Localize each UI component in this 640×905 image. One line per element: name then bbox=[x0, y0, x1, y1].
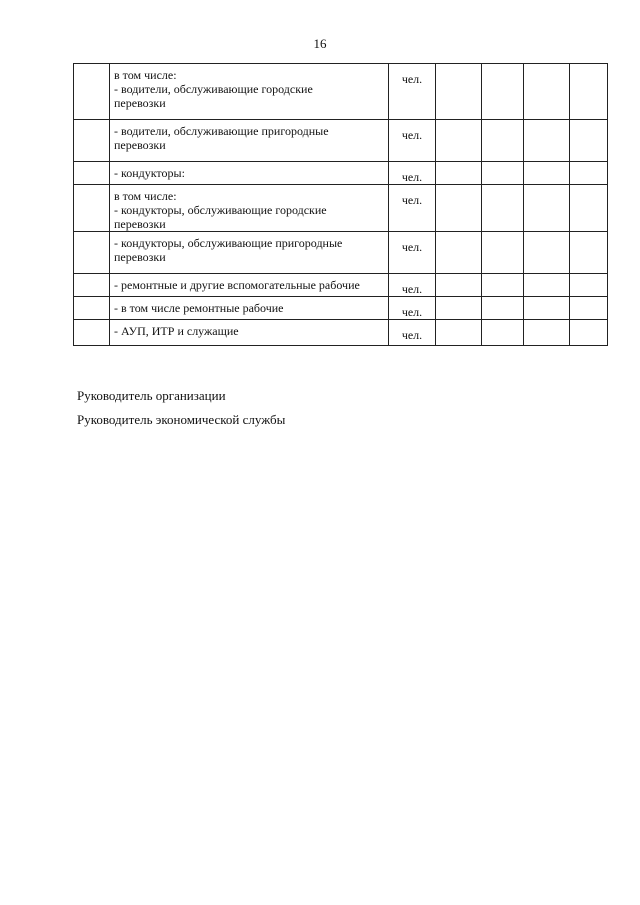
row-label-line: в том числе: bbox=[114, 189, 177, 203]
row-value-cell bbox=[524, 274, 570, 297]
row-number-cell bbox=[74, 64, 110, 120]
row-value-cell bbox=[482, 185, 524, 232]
row-unit-cell: чел. bbox=[389, 320, 436, 346]
signature-head: Руководитель организации bbox=[77, 388, 226, 403]
row-value-cell bbox=[436, 297, 482, 320]
row-label-line: перевозки bbox=[114, 138, 166, 152]
row-label-line: - кондукторы, обслуживающие пригородные bbox=[114, 236, 343, 250]
row-label-line: - в том числе ремонтные рабочие bbox=[114, 301, 284, 315]
row-unit-cell: чел. bbox=[389, 274, 436, 297]
row-label-cell bbox=[110, 64, 389, 120]
row-number-cell bbox=[74, 162, 110, 185]
table-row bbox=[74, 274, 608, 297]
row-label-cell bbox=[110, 297, 389, 320]
row-label-line: перевозки bbox=[114, 217, 166, 231]
row-label-cell bbox=[110, 162, 389, 185]
row-label-cell bbox=[110, 232, 389, 274]
row-value-cell bbox=[482, 162, 524, 185]
page-number: 16 bbox=[313, 36, 327, 51]
row-label-cell bbox=[110, 274, 389, 297]
table-row bbox=[74, 232, 608, 274]
table-row bbox=[74, 185, 608, 232]
row-number-cell bbox=[74, 297, 110, 320]
row-unit-cell: чел. bbox=[389, 64, 436, 120]
row-number-cell bbox=[74, 120, 110, 162]
row-number-cell bbox=[74, 320, 110, 346]
staff-table bbox=[73, 63, 608, 346]
row-value-cell bbox=[570, 297, 608, 320]
row-value-cell bbox=[482, 274, 524, 297]
row-value-cell bbox=[482, 64, 524, 120]
row-label-line: перевозки bbox=[114, 250, 166, 264]
row-value-cell bbox=[570, 320, 608, 346]
row-value-cell bbox=[436, 320, 482, 346]
row-value-cell bbox=[436, 162, 482, 185]
row-unit-cell: чел. bbox=[389, 162, 436, 185]
signature-block bbox=[77, 388, 285, 436]
row-label-line: в том числе: bbox=[114, 68, 177, 82]
row-value-cell bbox=[436, 64, 482, 120]
row-value-cell bbox=[524, 120, 570, 162]
row-unit-cell: чел. bbox=[389, 297, 436, 320]
row-number-cell bbox=[74, 274, 110, 297]
row-value-cell bbox=[482, 320, 524, 346]
row-label-cell bbox=[110, 120, 389, 162]
row-value-cell bbox=[436, 232, 482, 274]
row-label-line: - водители, обслуживающие пригородные bbox=[114, 124, 329, 138]
row-label-line: - ремонтные и другие вспомогательные рабочие bbox=[114, 278, 360, 292]
table-row bbox=[74, 64, 608, 120]
row-value-cell bbox=[570, 274, 608, 297]
row-number-cell bbox=[74, 232, 110, 274]
row-label-cell bbox=[110, 185, 389, 232]
row-unit-cell: чел. bbox=[389, 120, 436, 162]
row-label-line: - кондукторы, обслуживающие городские bbox=[114, 203, 327, 217]
row-unit-cell: чел. bbox=[389, 232, 436, 274]
row-value-cell bbox=[524, 185, 570, 232]
table-row bbox=[74, 297, 608, 320]
row-number-cell bbox=[74, 185, 110, 232]
row-value-cell bbox=[570, 185, 608, 232]
staff-table-body bbox=[74, 64, 608, 346]
row-label-line: перевозки bbox=[114, 96, 166, 110]
row-value-cell bbox=[570, 120, 608, 162]
row-value-cell bbox=[482, 297, 524, 320]
row-value-cell bbox=[524, 162, 570, 185]
signature-economic: Руководитель экономической службы bbox=[77, 412, 286, 427]
row-label-line: - АУП, ИТР и служащие bbox=[114, 324, 239, 338]
row-value-cell bbox=[482, 120, 524, 162]
row-value-cell bbox=[436, 185, 482, 232]
row-value-cell bbox=[570, 162, 608, 185]
row-value-cell bbox=[570, 232, 608, 274]
row-unit-cell: чел. bbox=[389, 185, 436, 232]
table-row bbox=[74, 320, 608, 346]
row-value-cell bbox=[524, 64, 570, 120]
row-value-cell bbox=[436, 120, 482, 162]
row-value-cell bbox=[570, 64, 608, 120]
row-value-cell bbox=[524, 297, 570, 320]
row-value-cell bbox=[524, 232, 570, 274]
row-value-cell bbox=[436, 274, 482, 297]
row-value-cell bbox=[482, 232, 524, 274]
row-label-line: - водители, обслуживающие городские bbox=[114, 82, 313, 96]
table-row bbox=[74, 120, 608, 162]
row-value-cell bbox=[524, 320, 570, 346]
row-label-line: - кондукторы: bbox=[114, 166, 185, 180]
table-row bbox=[74, 162, 608, 185]
row-label-cell bbox=[110, 320, 389, 346]
